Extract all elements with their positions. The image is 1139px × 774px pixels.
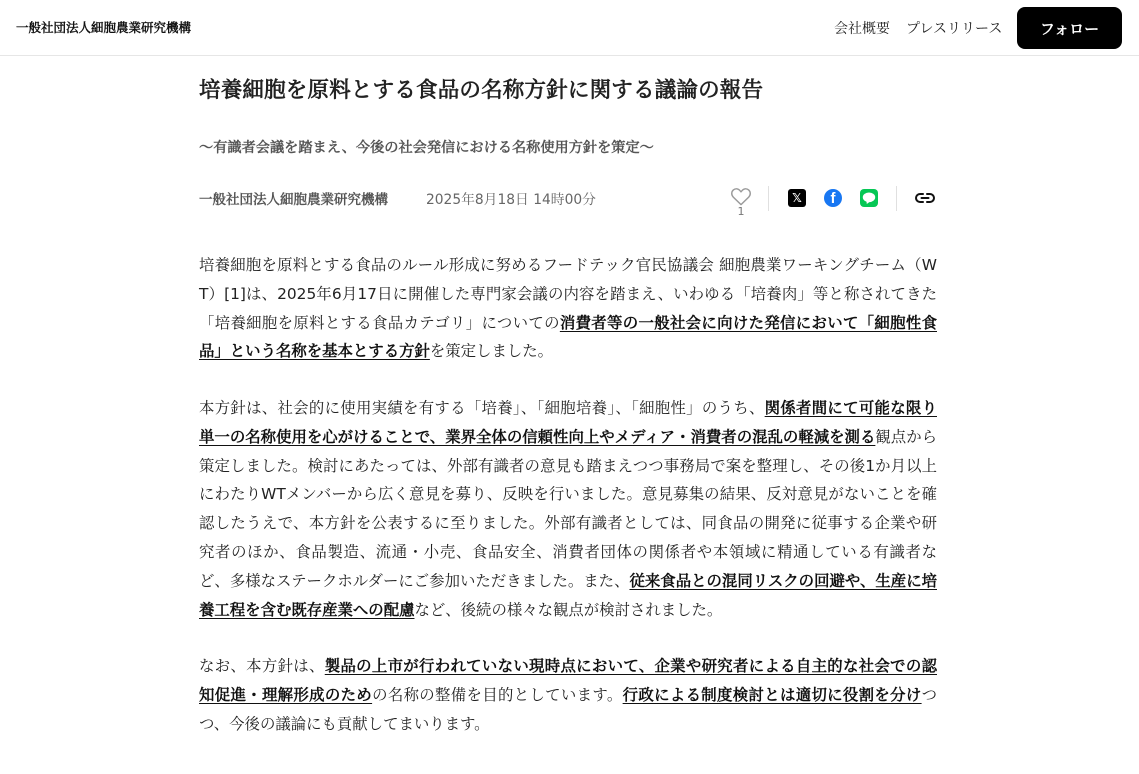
line-share-icon[interactable] [860,189,878,207]
x-share-icon[interactable]: 𝕏 [788,189,806,207]
paragraph-text: 観点から策定しました。検討にあたっては、外部有識者の意見も踏まえつつ事務局で案を整理し、その後1か月以上にわたりWTメンバーから広く意見を募り、反映を行いました。意見募集の結果、反対意見がないことを確認したうえで、本方針を公表するに至りました。外部有識者としては、同食品の開発に従事する企業や研究者のほか、食品製造、流通・小売、食品安全、消費者団体の関係者や本領域に精通している有識者など、多様なステークホルダーにご参加いただきました。また、 [199,427,937,590]
follow-button[interactable]: フォロー [1017,7,1122,49]
article-paragraph [199,652,937,738]
like-count: 1 [737,205,745,218]
paragraph-text: なお、本方針は、 [199,657,325,675]
article-subtitle: ～有識者会議を踏まえ、今後の社会発信における名称使用方針を策定～ [199,140,654,156]
article-company[interactable]: 一般社団法人細胞農業研究機構 [199,192,388,208]
nav-press-releases[interactable]: プレスリリース [906,21,1003,37]
like-button[interactable] [728,186,754,218]
paragraph-text: の名称の整備を目的としています。 [372,685,623,704]
paragraph-text: 本方針は、社会的に使用実績を有する「培養」、「細胞培養」、「細胞性」のうち、 [199,399,765,417]
paragraph-text: 培養細胞を原料とする食品のルール形成に努めるフードテック官民協議会 細胞農業ワーキングチーム（WT）[1]は、2025年6月17日に開催した専門家会議の内容を踏まえ、いわゆる「培養肉」等と称されてきた「培養細胞を原料とする食品カテゴリ」についての [199,256,937,332]
divider [768,186,769,211]
divider [896,186,897,211]
site-header [0,0,1139,56]
article-paragraph [199,251,937,366]
emphasized-text: 関係者間にて可能な限り単一の名称使用を心がけることで、業界全体の信頼性向上やメディア・消費者の混乱の軽減を測る [199,399,937,446]
emphasized-text: 行政による制度検討とは適切に役割を分け [622,685,922,704]
article-date: 2025年8月18日 14時00分 [426,192,596,208]
emphasized-text: 従来食品との混同リスクの回避や、生産に培養工程を含む既存産業への配慮 [199,571,937,619]
nav-company-overview[interactable]: 会社概要 [834,21,890,37]
link-copy-icon[interactable] [914,190,936,206]
facebook-share-icon[interactable]: f [824,189,842,207]
brand-name[interactable]: 一般社団法人細胞農業研究機構 [16,20,192,35]
paragraph-text: つつ、今後の議論にも貢献してまいります。 [199,685,937,733]
emphasized-text: 製品の上市が行われていない現時点において、企業や研究者による自主的な社会での認知促進・理解形成のため [199,657,937,704]
emphasized-text: 消費者等の一般社会に向けた発信において「細胞性食品」という名称を基本とする方針 [199,313,937,361]
paragraph-text: を策定しました。 [429,342,554,361]
article-paragraph [199,394,937,624]
paragraph-text: など、後続の様々な観点が検討されました。 [414,600,723,619]
heart-icon [728,186,754,206]
article-title: 培養細胞を原料とする食品の名称方針に関する議論の報告 [199,78,764,103]
